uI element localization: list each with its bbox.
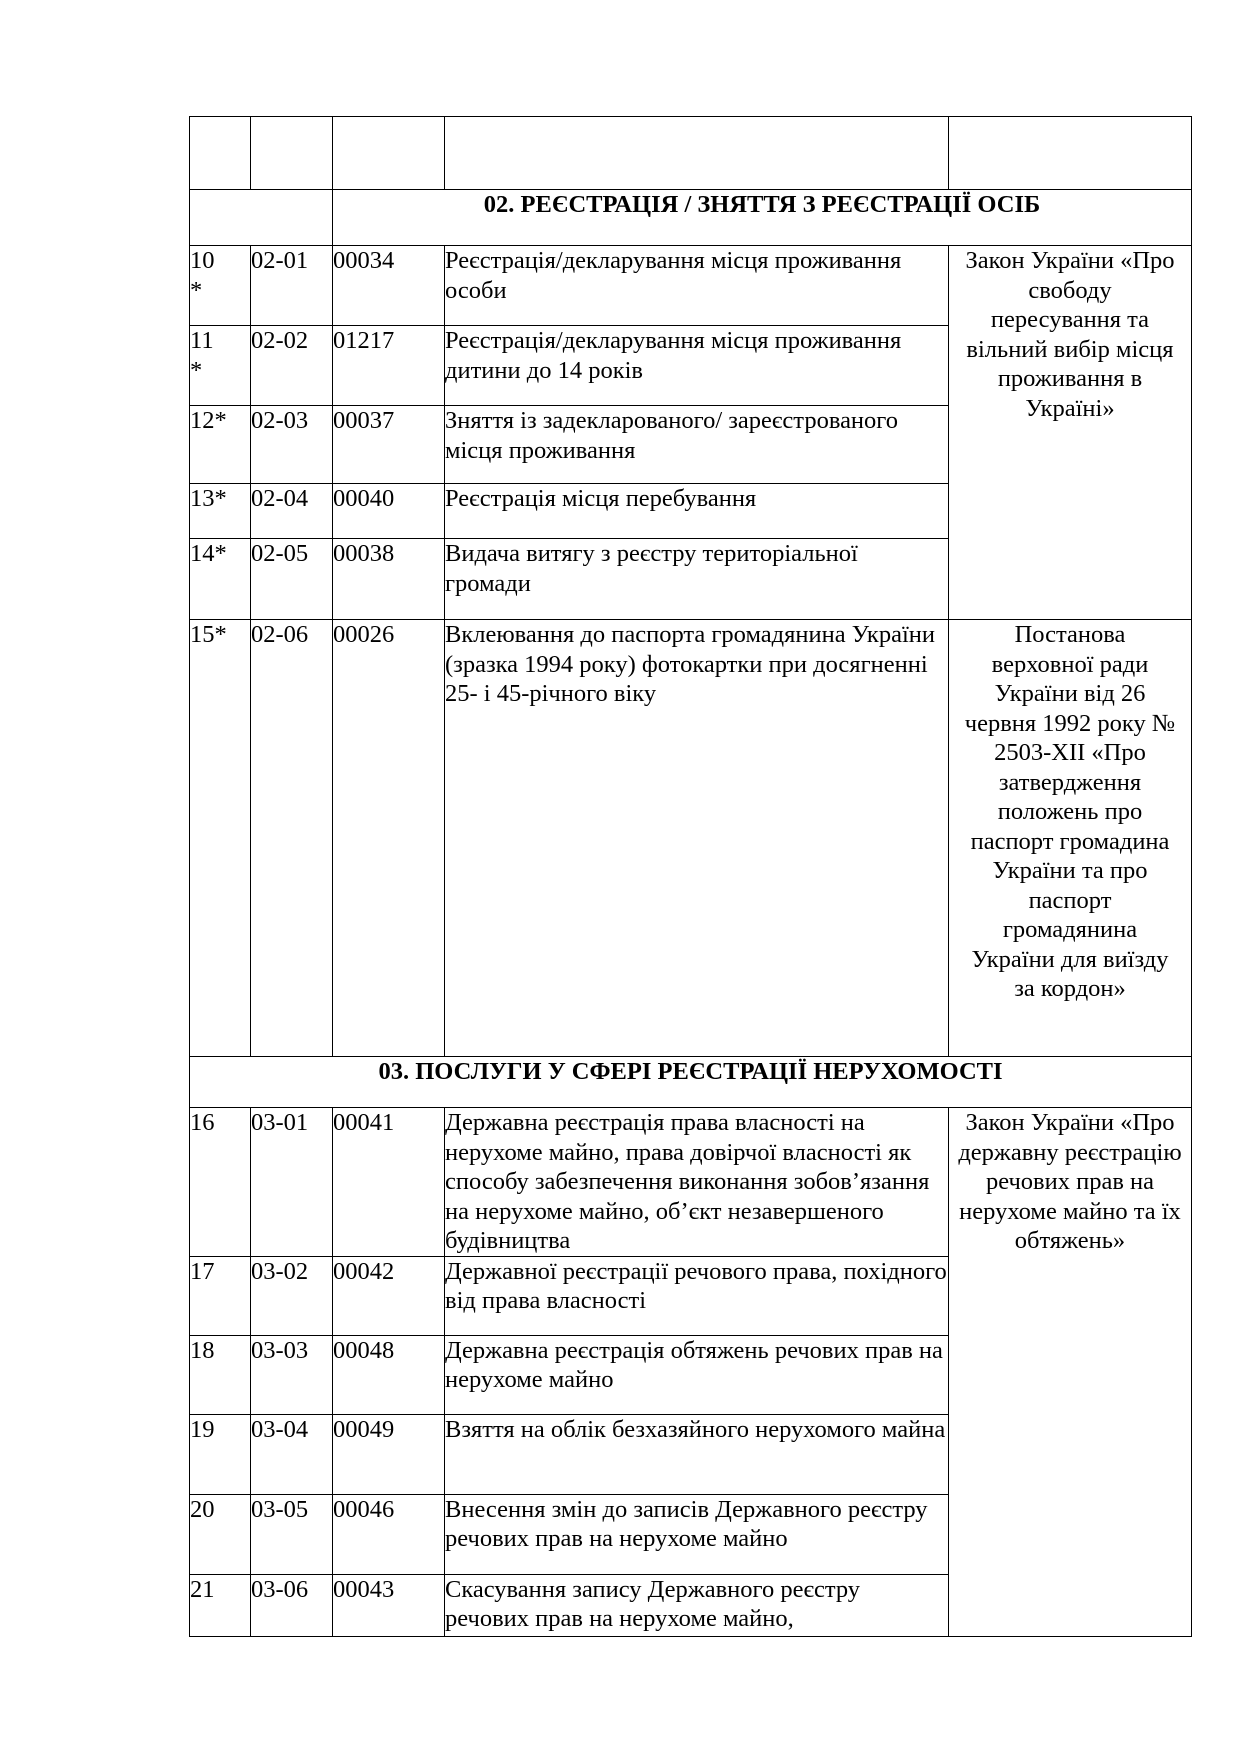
service-name: Реєстрація місця перебування — [445, 484, 949, 539]
service-id: 00026 — [333, 620, 445, 1057]
row-number: 10 * — [190, 246, 251, 326]
service-id: 00043 — [333, 1574, 445, 1636]
law-reference: Закон України «Про державну реєстрацію речових прав на нерухоме майно та їх обтяжень» — [949, 1108, 1192, 1637]
header-cell-id — [333, 117, 445, 190]
service-code: 03-02 — [251, 1256, 333, 1335]
service-name: Державної реєстрації речового права, похідного від права власності — [445, 1256, 949, 1335]
service-id: 00040 — [333, 484, 445, 539]
row-number: 17 — [190, 1256, 251, 1335]
header-cell-number — [190, 117, 251, 190]
service-name: Реєстрація/декларування місця проживання дитини до 14 років — [445, 326, 949, 406]
header-cell-name — [445, 117, 949, 190]
table-row — [190, 620, 1192, 1057]
service-name: Взяття на облік безхазяйного нерухомого майна — [445, 1414, 949, 1494]
service-code: 03-01 — [251, 1108, 333, 1257]
service-id: 00042 — [333, 1256, 445, 1335]
section-title: 03. ПОСЛУГИ У СФЕРІ РЕЄСТРАЦІЇ НЕРУХОМОСТІ — [190, 1057, 1192, 1108]
service-code: 03-04 — [251, 1414, 333, 1494]
services-table — [189, 116, 1192, 1637]
service-code: 02-04 — [251, 484, 333, 539]
row-number: 18 — [190, 1335, 251, 1414]
section-title-blank — [190, 190, 333, 246]
row-number: 20 — [190, 1494, 251, 1574]
service-id: 00038 — [333, 539, 445, 620]
service-id: 01217 — [333, 326, 445, 406]
row-number: 12* — [190, 406, 251, 484]
row-number: 13* — [190, 484, 251, 539]
section-title: 02. РЕЄСТРАЦІЯ / ЗНЯТТЯ З РЕЄСТРАЦІЇ ОСІБ — [333, 190, 1192, 246]
row-number: 14* — [190, 539, 251, 620]
header-cell-code — [251, 117, 333, 190]
service-code: 03-06 — [251, 1574, 333, 1636]
service-code: 03-05 — [251, 1494, 333, 1574]
service-name: Видача витягу з реєстру територіальної громади — [445, 539, 949, 620]
service-code: 02-02 — [251, 326, 333, 406]
law-reference: Постанова верховної ради України від 26 червня 1992 року № 2503-XII «Про затвердження положень про паспорт громадина України та про паспорт громадянина України для виїзду за кордон» — [949, 620, 1192, 1057]
service-name: Вклеювання до паспорта громадянина України (зразка 1994 року) фотокартки при досягненні 25- і 45-річного віку — [445, 620, 949, 1057]
table-row — [190, 1108, 1192, 1257]
service-name: Державна реєстрація обтяжень речових прав на нерухоме майно — [445, 1335, 949, 1414]
row-number: 16 — [190, 1108, 251, 1257]
service-name: Скасування запису Державного реєстру речових прав на нерухоме майно, — [445, 1574, 949, 1636]
service-id: 00046 — [333, 1494, 445, 1574]
service-code: 02-05 — [251, 539, 333, 620]
service-id: 00041 — [333, 1108, 445, 1257]
service-name: Державна реєстрація права власності на нерухоме майно, права довірчої власності як способу забезпечення виконання зобов’язання на нерухоме майно, об’єкт незавершеного будівництва — [445, 1108, 949, 1257]
service-id: 00034 — [333, 246, 445, 326]
service-code: 02-01 — [251, 246, 333, 326]
service-name: Внесення змін до записів Державного реєстру речових прав на нерухоме майно — [445, 1494, 949, 1574]
service-name: Реєстрація/декларування місця проживання особи — [445, 246, 949, 326]
row-number: 11 * — [190, 326, 251, 406]
service-code: 02-06 — [251, 620, 333, 1057]
table-row — [190, 246, 1192, 326]
row-number: 15* — [190, 620, 251, 1057]
service-id: 00048 — [333, 1335, 445, 1414]
row-number: 19 — [190, 1414, 251, 1494]
service-name: Зняття із задекларованого/ зареєстрованого місця проживання — [445, 406, 949, 484]
section-title-row — [190, 190, 1192, 246]
service-code: 03-03 — [251, 1335, 333, 1414]
service-id: 00037 — [333, 406, 445, 484]
service-code: 02-03 — [251, 406, 333, 484]
service-id: 00049 — [333, 1414, 445, 1494]
row-number: 21 — [190, 1574, 251, 1636]
law-reference: Закон України «Про свободу пересування та вільний вибір місця проживання в Україні» — [949, 246, 1192, 620]
header-cell-law — [949, 117, 1192, 190]
section-title-row — [190, 1057, 1192, 1108]
table-header-row — [190, 117, 1192, 190]
